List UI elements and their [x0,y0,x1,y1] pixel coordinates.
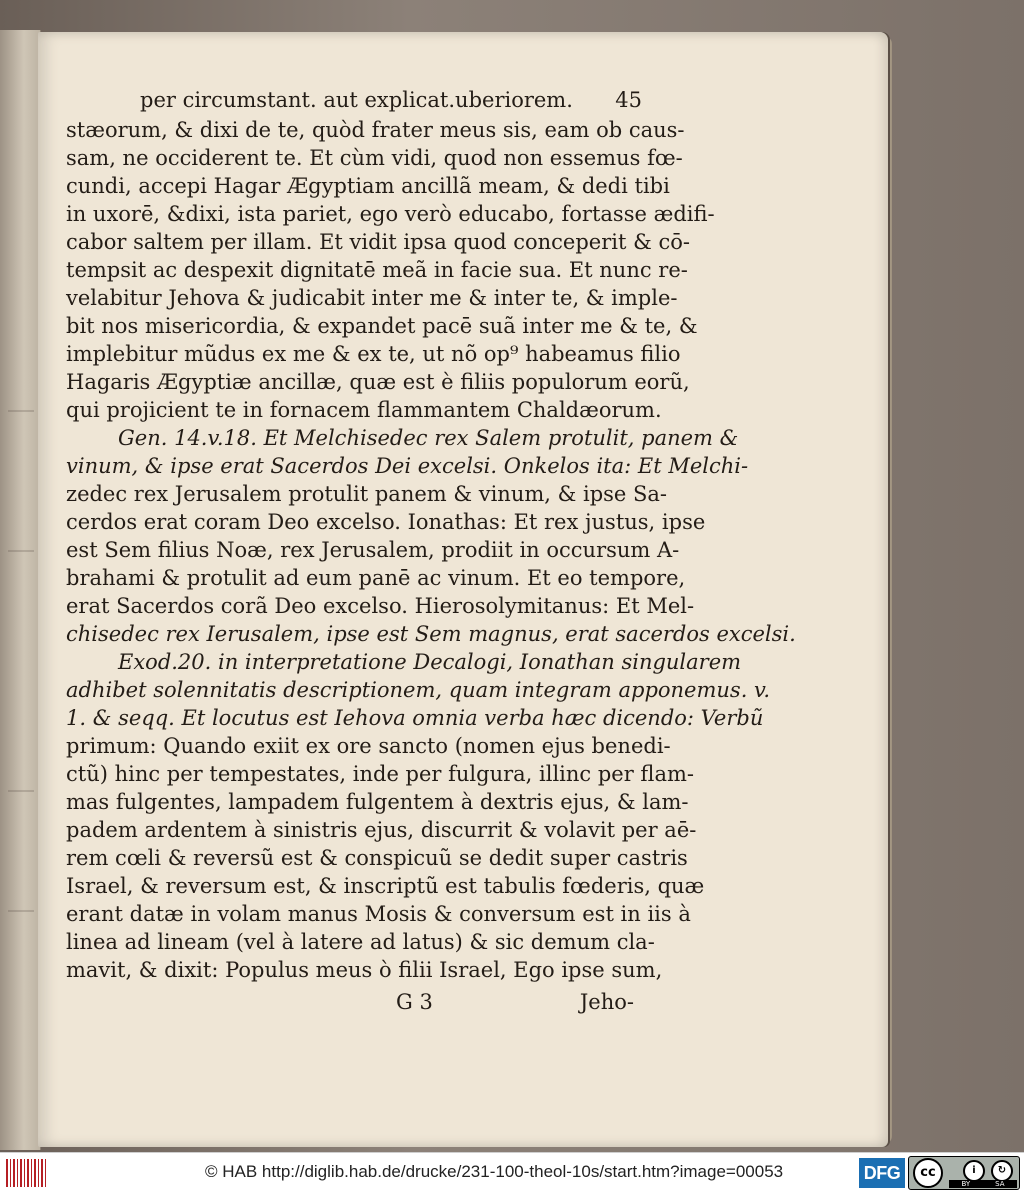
text-line: rem cœli & reversũ est & conspicuũ se dedit super castris [66,846,688,870]
text-line: linea ad lineam (vel à latere ad latus) & sic demum cla- [66,930,655,954]
text-line: velabitur Jehova & judicabit inter me & inter te, & imple- [66,286,678,310]
text-line: mas fulgentes, lampadem fulgentem à dextris ejus, & lam- [66,790,689,814]
copyright-link[interactable]: © HAB http://diglib.hab.de/drucke/231-100-theol-10s/start.htm?image=00053 [205,1162,784,1181]
text-line: stæorum, & dixi de te, quòd frater meus sis, eam ob caus- [66,118,685,142]
text-line: cabor saltem per illam. Et vidit ipsa quod conceperit & cō- [66,230,690,254]
share-alike-icon: ↻ [991,1160,1013,1182]
page-number: 45 [615,88,642,112]
text-line: qui projicient te in fornacem flammantem Chaldæorum. [66,398,662,422]
dfg-logo[interactable]: DFG [859,1158,905,1188]
hab-barcode-logo[interactable] [6,1159,46,1187]
footer-bar [0,1152,1024,1193]
faint-text-trace [8,550,34,552]
cc-by-label: BY [961,1180,971,1188]
text-line: chisedec rex Ierusalem, ipse est Sem magnus, erat sacerdos excelsi. [66,622,796,646]
cc-license-strip [949,1180,1017,1188]
text-line: cerdos erat coram Deo excelso. Ionathas: Et rex justus, ipse [66,510,706,534]
text-line: vinum, & ipse erat Sacerdos Dei excelsi. Onkelos ita: Et Melchi- [66,454,749,478]
text-line: adhibet solennitatis descriptionem, quam integram apponemus. v. [66,678,771,702]
running-head-text: per circumstant. aut explicat.uberiorem. [140,88,573,112]
text-line: ctũ) hinc per tempestates, inde per fulgura, illinc per flam- [66,762,694,786]
text-line: cundi, accepi Hagar Ægyptiam ancillã meam, & dedi tibi [66,174,670,198]
text-line: 1. & seqq. Et locutus est Iehova omnia verba hæc dicendo: Verbũ [66,706,764,730]
text-line: Hagaris Ægyptiæ ancillæ, quæ est è filiis populorum eorũ, [66,370,690,394]
text-line: in uxorē, &dixi, ista pariet, ego verò educabo, fortasse ædifi- [66,202,715,226]
text-line: sam, ne occiderent te. Et cùm vidi, quod non essemus fœ- [66,146,683,170]
signature-mark: G 3 [396,990,433,1014]
cc-icon: cc [913,1158,943,1188]
cc-license-badge[interactable] [908,1156,1020,1190]
text-line: Exod.20. in interpretatione Decalogi, Ionathan singularem [118,650,742,674]
text-line: bit nos misericordia, & expandet pacē suã inter me & te, & [66,314,698,338]
text-lines [66,116,796,984]
text-line: erat Sacerdos corã Deo excelso. Hierosolymitanus: Et Mel- [66,594,695,618]
catchword: Jeho- [579,990,634,1014]
text-line: erant datæ in volam manus Mosis & conversum est in iis à [66,902,691,926]
text-line: est Sem filius Noæ, rex Jerusalem, prodiit in occursum A- [66,538,680,562]
signature-line [66,988,656,1016]
text-line: mavit, & dixit: Populus meus ò filii Israel, Ego ipse sum, [66,958,663,982]
text-line: brahami & protulit ad eum panē ac vinum. Et eo tempore, [66,566,686,590]
text-line: primum: Quando exiit ex ore sancto (nomen ejus benedi- [66,734,671,758]
page-text [66,86,796,1016]
running-head [66,86,656,116]
facing-page-edge [0,30,41,1150]
attribution-icon: i [963,1160,985,1182]
faint-text-trace [8,910,34,912]
text-line: tempsit ac despexit dignitatē meã in facie sua. Et nunc re- [66,258,688,282]
text-line: padem ardentem à sinistris ejus, discurrit & volavit per aē- [66,818,697,842]
text-line: implebitur mũdus ex me & ex te, ut nõ op⁹ habeamus filio [66,342,681,366]
faint-text-trace [8,410,34,412]
cc-sa-label: SA [995,1180,1005,1188]
text-line: Israel, & reversum est, & inscriptũ est tabulis fœderis, quæ [66,874,705,898]
faint-text-trace [8,790,34,792]
text-line: zedec rex Jerusalem protulit panem & vinum, & ipse Sa- [66,482,668,506]
text-line: Gen. 14.v.18. Et Melchisedec rex Salem protulit, panem & [118,426,739,450]
